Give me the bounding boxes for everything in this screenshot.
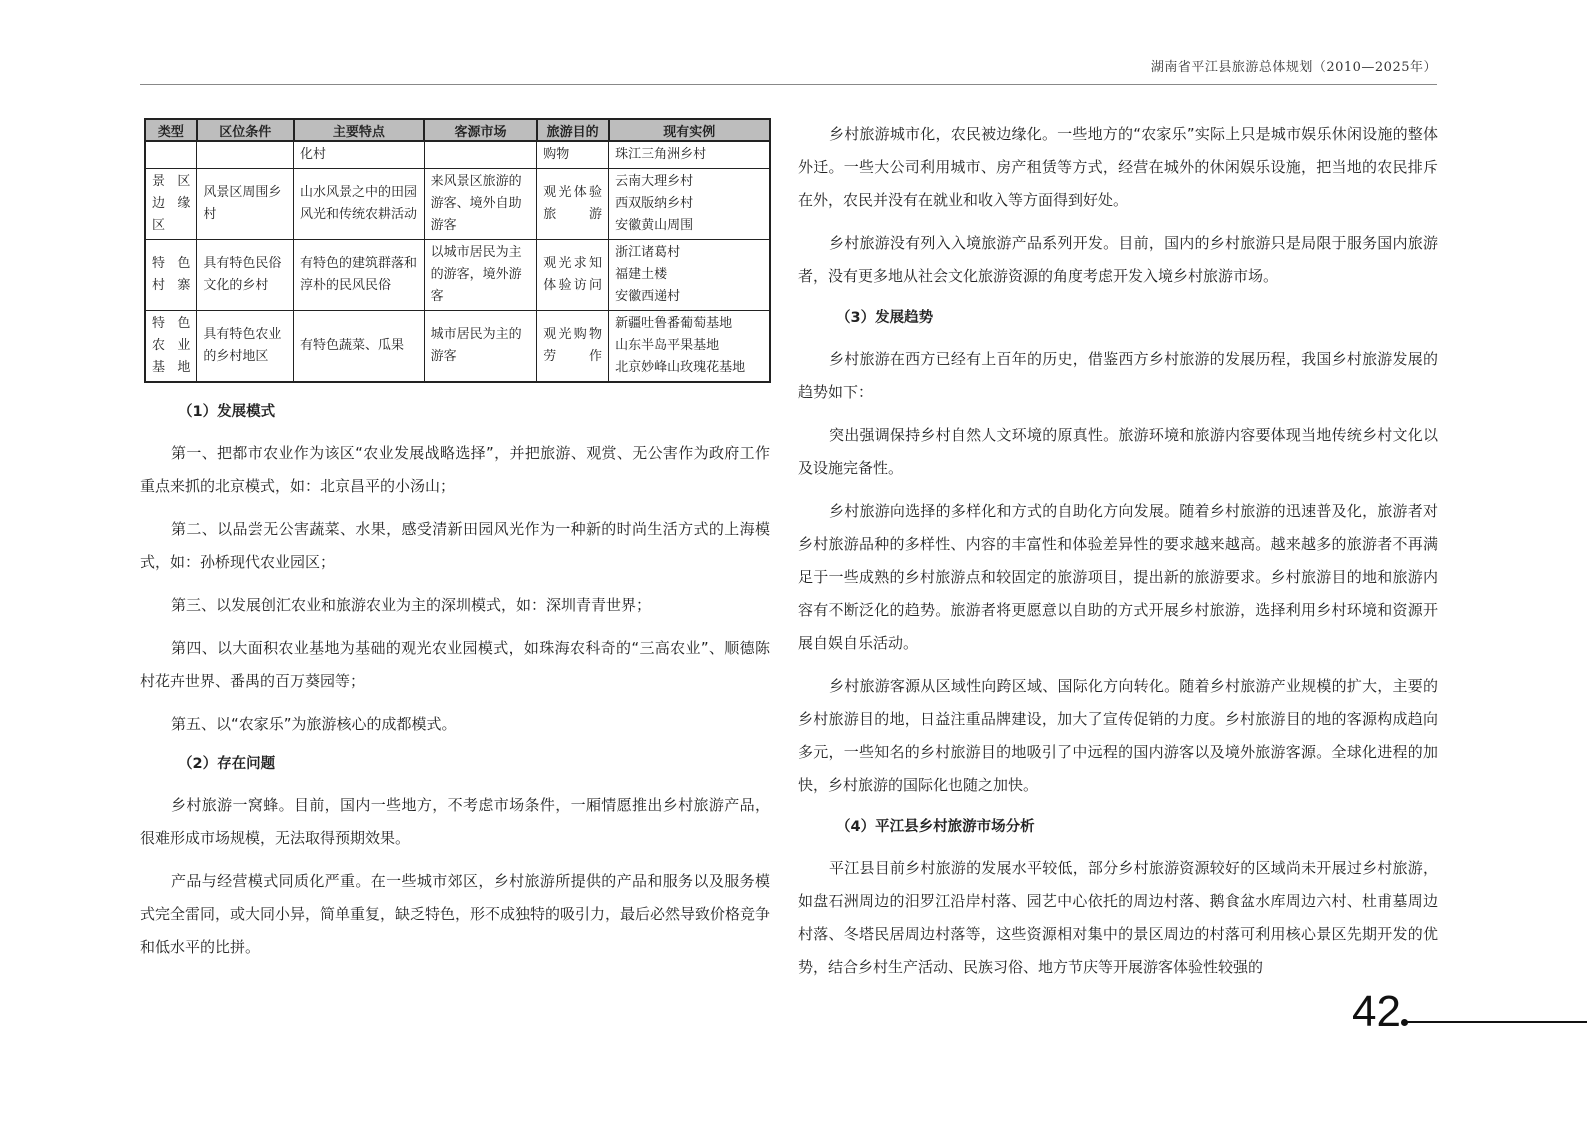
table-cell: 有特色蔬菜、瓜果 xyxy=(294,311,425,383)
table-cell: 购物 xyxy=(537,141,609,169)
table-row xyxy=(145,141,770,169)
section-heading-development-trends: （3）发展趋势 xyxy=(836,310,934,326)
paragraph: 乡村旅游向选择的多样化和方式的自助化方向发展。随着乡村旅游的迅速普及化，旅游者对乡村旅游品种的多样性、内容的丰富性和体验差异性的要求越来越高。越来越多的旅游者不再满足于一些成熟的乡村旅游点和较固定的旅游项目，提出新的旅游要求。乡村旅游目的地和旅游内容有不断泛化的趋势。旅游者将更愿意以自助的方式开展乡村旅游，选择利用乡村环境和资源开展自娱自乐活动。 xyxy=(798,502,1438,652)
table-header-cell: 主要特点 xyxy=(294,119,425,141)
table-cell: 特色农业基地 xyxy=(145,311,197,383)
table-cell: 山水风景之中的田园风光和传统农耕活动 xyxy=(294,169,425,240)
table-header-cell: 类型 xyxy=(145,119,197,141)
paragraph: 第四、以大面积农业基地为基础的观光农业园模式，如珠海农科奇的“三高农业”、顺德陈村花卉世界、番禺的百万葵园等； xyxy=(140,639,770,690)
paragraph: 乡村旅游客源从区域性向跨区域、国际化方向转化。随着乡村旅游产业规模的扩大，主要的乡村旅游目的地，日益注重品牌建设，加大了宣传促销的力度。乡村旅游目的地的客源构成趋向多元，一些知名的乡村旅游目的地吸引了中远程的国内游客以及境外旅游客源。全球化进程的加快，乡村旅游的国际化也随之加快。 xyxy=(798,677,1438,794)
table-row xyxy=(145,169,770,240)
table-cell xyxy=(145,141,197,169)
table-cell: 有特色的建筑群落和淳朴的民风民俗 xyxy=(294,240,425,311)
paragraph: 平江县目前乡村旅游的发展水平较低，部分乡村旅游资源较好的区域尚未开展过乡村旅游，如盘石洲周边的汨罗江沿岸村落、园艺中心依托的周边村落、鹅食盆水库周边六村、杜甫墓周边村落、冬塔民居周边村落等，这些资源相对集中的景区周边的村落可利用核心景区先期开发的优势，结合乡村生产活动、民族习俗、地方节庆等开展游客体验性较强的 xyxy=(798,859,1438,976)
paragraph: 第三、以发展创汇农业和旅游农业为主的深圳模式，如：深圳青青世界； xyxy=(171,596,652,614)
table-cell: 来风景区旅游的游客、境外自助游客 xyxy=(424,169,537,240)
table-cell: 具有特色民俗文化的乡村 xyxy=(197,240,294,311)
paragraph: 产品与经营模式同质化严重。在一些城市郊区，乡村旅游所提供的产品和服务以及服务模式完全雷同，或大同小异，简单重复，缺乏特色，形不成独特的吸引力，最后必然导致价格竞争和低水平的比拼。 xyxy=(140,872,771,956)
table-cell: 浙江诸葛村 福建土楼 安徽西递村 xyxy=(609,240,770,311)
table-header-row xyxy=(145,119,770,141)
page-number-rule xyxy=(1406,1021,1587,1023)
document-header-title: 湖南省平江县旅游总体规划（2010—2025年） xyxy=(1150,60,1437,75)
table-cell: 化村 xyxy=(294,141,425,169)
paragraph: 乡村旅游在西方已经有上百年的历史，借鉴西方乡村旅游的发展历程，我国乡村旅游发展的趋势如下： xyxy=(798,350,1438,401)
table-cell: 观光体验旅游 xyxy=(537,169,609,240)
table-cell: 观光求知体验访问 xyxy=(537,240,609,311)
table-cell: 观光购物劳作 xyxy=(537,311,609,383)
section-heading-pingjiang-market-analysis: （4）平江县乡村旅游市场分析 xyxy=(836,819,1035,835)
header-rule xyxy=(140,84,1437,85)
table-cell: 云南大理乡村 西双版纳乡村 安徽黄山周围 xyxy=(609,169,770,240)
paragraph: 第一、把都市农业作为该区“农业发展战略选择”，并把旅游、观赏、无公害作为政府工作重点来抓的北京模式，如：北京昌平的小汤山； xyxy=(140,444,770,495)
table-cell: 风景区周围乡村 xyxy=(197,169,294,240)
table-cell: 新疆吐鲁番葡萄基地 山东半岛平果基地 北京妙峰山玫瑰花基地 xyxy=(609,311,770,383)
section-heading-existing-problems: （2）存在问题 xyxy=(178,756,276,772)
rural-tourism-types-table xyxy=(144,118,771,383)
page-number: 42 xyxy=(1352,987,1401,1036)
table-cell: 城市居民为主的游客 xyxy=(424,311,537,383)
section-heading-development-mode: （1）发展模式 xyxy=(178,404,276,420)
table-cell: 以城市居民为主的游客，境外游客 xyxy=(424,240,537,311)
table-cell: 景区边缘区 xyxy=(145,169,197,240)
paragraph: 乡村旅游一窝蜂。目前，国内一些地方，不考虑市场条件，一厢情愿推出乡村旅游产品，很难形成市场规模，无法取得预期效果。 xyxy=(140,796,770,847)
paragraph: 第二、以品尝无公害蔬菜、水果，感受清新田园风光作为一种新的时尚生活方式的上海模式，如：孙桥现代农业园区； xyxy=(140,520,770,571)
left-column xyxy=(140,118,770,964)
table-cell: 珠江三角洲乡村 xyxy=(609,141,770,169)
table-header-cell: 现有实例 xyxy=(609,119,770,141)
table-header-cell: 客源市场 xyxy=(424,119,537,141)
right-column xyxy=(798,118,1438,984)
table-header-cell: 区位条件 xyxy=(197,119,294,141)
table-cell xyxy=(424,141,537,169)
paragraph: 第五、以“农家乐”为旅游核心的成都模式。 xyxy=(171,715,457,733)
paragraph: 突出强调保持乡村自然人文环境的原真性。旅游环境和旅游内容要体现当地传统乡村文化以及设施完备性。 xyxy=(798,426,1438,477)
table-header-cell: 旅游目的 xyxy=(537,119,609,141)
table-row xyxy=(145,311,770,383)
table-cell: 具有特色农业的乡村地区 xyxy=(197,311,294,383)
table-cell xyxy=(197,141,294,169)
table-cell: 特色村寨 xyxy=(145,240,197,311)
paragraph: 乡村旅游没有列入入境旅游产品系列开发。目前，国内的乡村旅游只是局限于服务国内旅游者，没有更多地从社会文化旅游资源的角度考虑开发入境乡村旅游市场。 xyxy=(798,234,1438,285)
table-row xyxy=(145,240,770,311)
paragraph: 乡村旅游城市化，农民被边缘化。一些地方的“农家乐”实际上只是城市娱乐休闲设施的整体外迁。一些大公司利用城市、房产租赁等方式，经营在城外的休闲娱乐设施，把当地的农民排斥在外，农民并没有在就业和收入等方面得到好处。 xyxy=(798,125,1438,209)
